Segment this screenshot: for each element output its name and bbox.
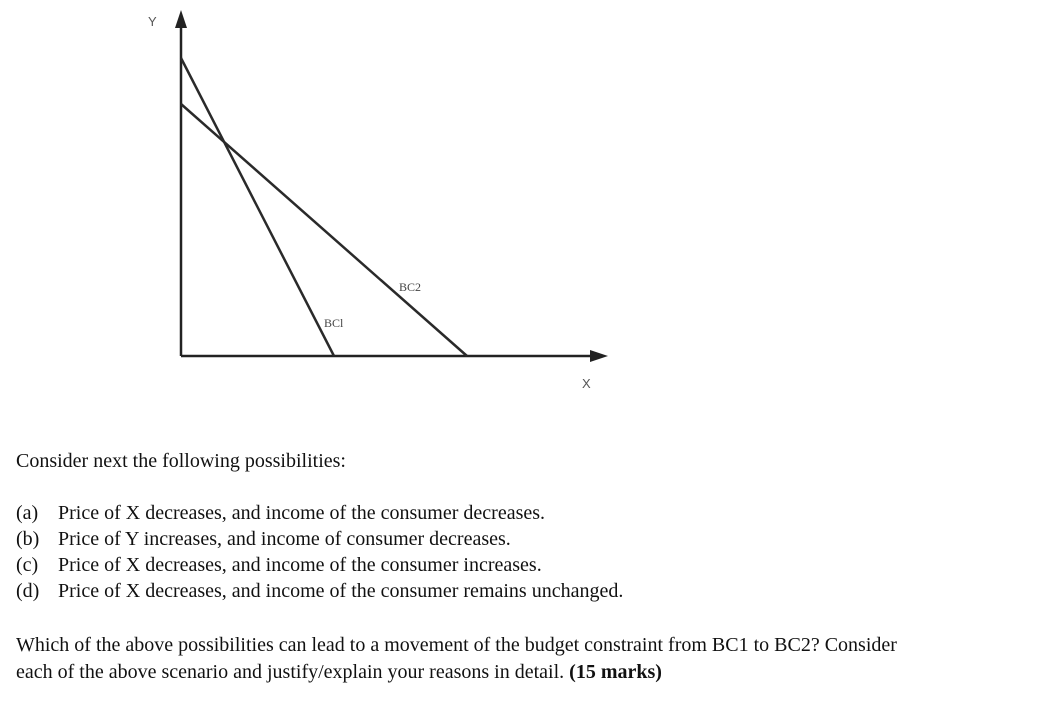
question-line-1: Which of the above possibilities can lead to a movement of the budget constraint from BC1 to BC2? Consider [16, 634, 897, 656]
option-letter: (d) [16, 580, 40, 602]
marks-label: (15 marks) [569, 661, 662, 683]
bc1-label: BCl [324, 316, 344, 330]
question-line-2-text: each of the above scenario and justify/explain your reasons in detail. [16, 661, 565, 683]
x-axis-label: X [582, 376, 591, 391]
budget-constraint-diagram [0, 0, 640, 400]
option-letter: (a) [16, 502, 39, 524]
option-d [16, 578, 623, 604]
option-b [16, 526, 623, 552]
option-a [16, 500, 623, 526]
option-letter: (c) [16, 554, 39, 576]
option-letter: (b) [16, 528, 40, 550]
intro-text: Consider next the following possibilities: [16, 450, 346, 472]
y-axis-label: Y [148, 14, 157, 29]
bc2-label: BC2 [399, 280, 422, 294]
question-text [16, 632, 897, 686]
bc1-line [181, 58, 334, 356]
option-text: Price of X decreases, and income of the consumer increases. [58, 554, 542, 576]
x-axis-arrow [590, 350, 608, 362]
option-c [16, 552, 623, 578]
option-text: Price of Y increases, and income of consumer decreases. [58, 528, 511, 550]
options-list [16, 500, 623, 604]
option-text: Price of X decreases, and income of the consumer remains unchanged. [58, 580, 624, 602]
option-text: Price of X decreases, and income of the consumer decreases. [58, 502, 546, 524]
question-line-2 [16, 659, 897, 686]
y-axis-arrow [175, 10, 187, 28]
